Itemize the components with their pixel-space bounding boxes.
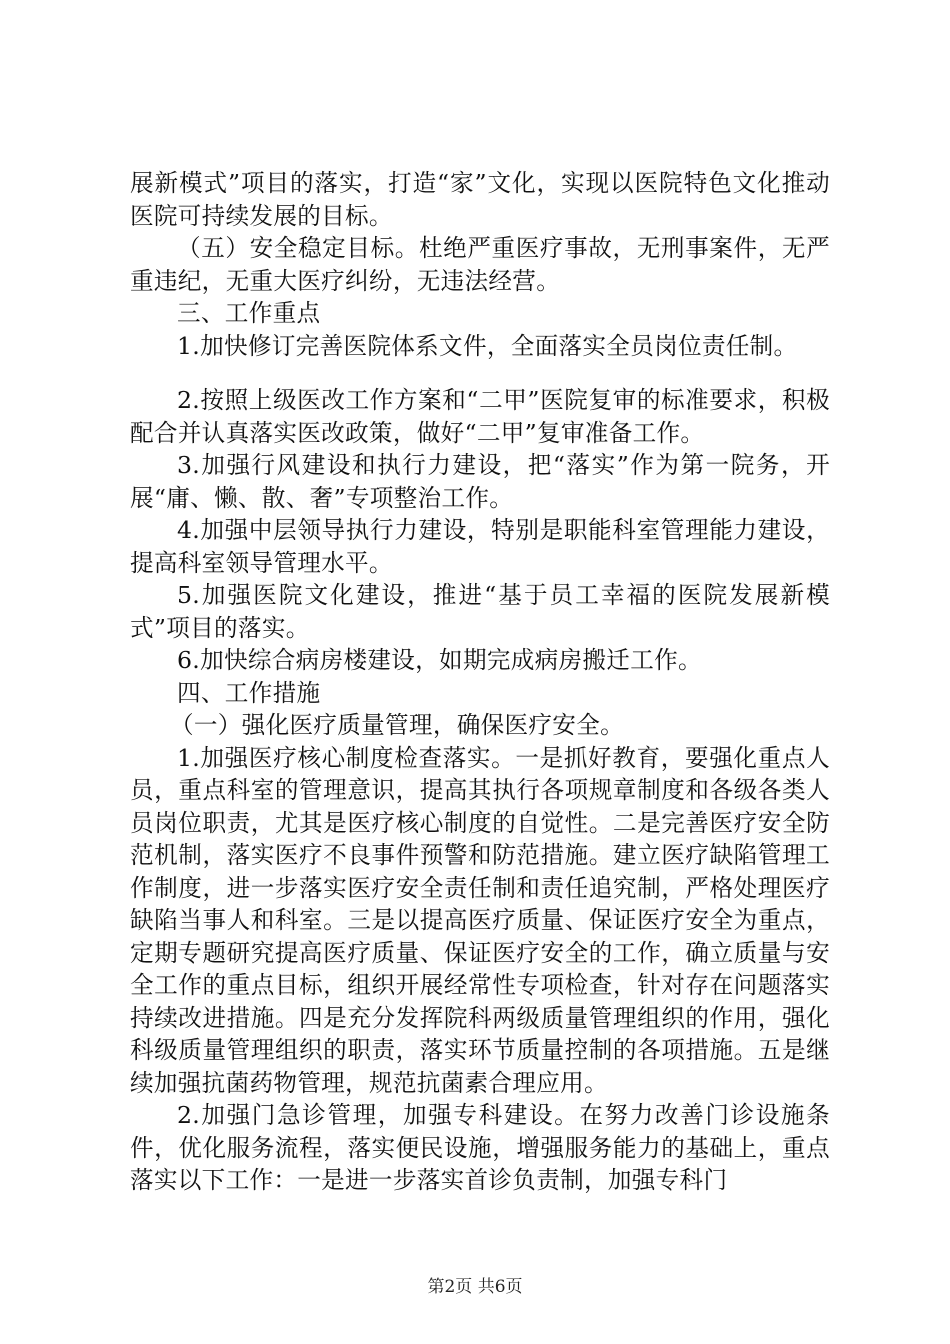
paragraph-safety-goal: （五）安全稳定目标。杜绝严重医疗事故，无刑事案件，无严重违纪，无重大医疗纠纷，无违法经营。 (130, 234, 830, 295)
list-item-measure-1: 1.加强医疗核心制度检查落实。一是抓好教育，要强化重点人员，重点科室的管理意识，提高其执行各项规章制度和各级各类人员岗位职责，尤其是医疗核心制度的自觉性。二是完善医疗安全防范机制，落实医疗不良事件预警和防范措施。建立医疗缺陷管理工作制度，进一步落实医疗安全责任制和责任追究制，严格处理医疗缺陷当事人和科室。三是以提高医疗质量、保证医疗安全为重点，定期专题研究提高医疗质量、保证医疗安全的工作，确立质量与安全工作的重点目标，组织开展经常性专项检查，针对存在问题落实持续改进措施。四是充分发挥院科两级质量管理组织的作用，强化科级质量管理组织的职责，落实环节质量控制的各项措施。五是继续加强抗菌药物管理，规范抗菌素合理应用。 (130, 743, 830, 1097)
subsection-heading-quality: （一）强化医疗质量管理，确保医疗安全。 (170, 711, 624, 739)
list-item-focus-1: 1.加快修订完善医院体系文件，全面落实全员岗位责任制。 (177, 331, 798, 360)
list-item-focus-3: 3.加强行风建设和执行力建设，把“落实”作为第一院务，开展“庸、懒、散、奢”专项整治工作。 (130, 451, 830, 512)
list-item-measure-2: 2.加强门急诊管理，加强专科建设。在努力改善门诊设施条件，优化服务流程，落实便民设施，增强服务能力的基础上，重点落实以下工作：一是进一步落实首诊负责制，加强专科门 (130, 1101, 830, 1194)
document-body (130, 167, 830, 1197)
list-item-focus-5: 5.加强医院文化建设，推进“基于员工幸福的医院发展新模式”项目的落实。 (130, 581, 830, 642)
list-item-focus-4: 4.加强中层领导执行力建设，特别是职能科室管理能力建设，提高科室领导管理水平。 (130, 516, 830, 577)
page-footer: 第2页 共6页 (427, 1277, 523, 1297)
section-heading-work-measures: 四、工作措施 (177, 678, 321, 707)
section-heading-work-focus: 三、工作重点 (177, 299, 321, 327)
paragraph-continuation: 展新模式”项目的落实，打造“家”文化，实现以医院特色文化推动医院可持续发展的目标。 (130, 169, 830, 230)
list-item-focus-6: 6.加快综合病房楼建设，如期完成病房搬迁工作。 (177, 646, 702, 674)
list-item-focus-2: 2.按照上级医改工作方案和“二甲”医院复审的标准要求，积极配合并认真落实医改政策，做好“二甲”复审准备工作。 (130, 386, 830, 447)
